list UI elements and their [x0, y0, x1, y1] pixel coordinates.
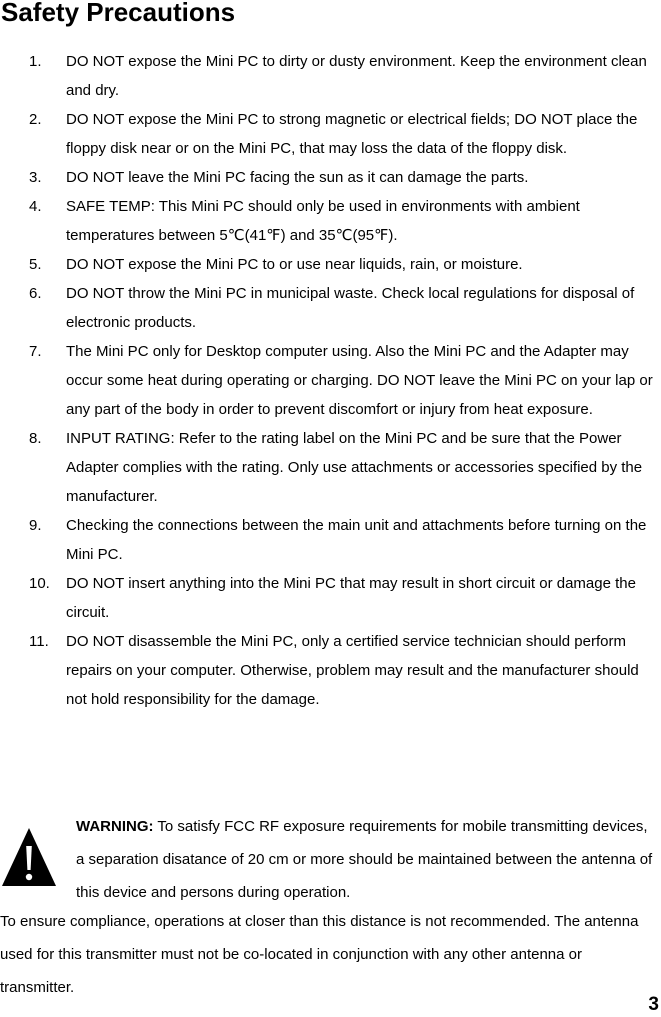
list-item: [0, 627, 661, 714]
list-item: [0, 47, 661, 105]
list-item: [0, 424, 661, 511]
item-text: INPUT RATING: Refer to the rating label on the Mini PC and be sure that the Power Adapter complies with the rating. Only use attachments or accessories specified by the manufacturer.: [66, 430, 643, 505]
item-number: 2.: [29, 111, 42, 128]
item-text: DO NOT throw the Mini PC in municipal waste. Check local regulations for disposal of electronic products.: [66, 285, 635, 331]
list-item: [0, 192, 661, 250]
item-text: Checking the connections between the main unit and attachments before turning on the Mini PC.: [66, 517, 647, 563]
item-number: 9.: [29, 517, 42, 534]
precautions-list: [0, 47, 661, 714]
item-number: 3.: [29, 169, 42, 186]
list-item: [0, 569, 661, 627]
item-number: 11.: [29, 633, 49, 650]
item-number: 1.: [29, 53, 42, 70]
list-item: [0, 105, 661, 163]
list-item: [0, 163, 661, 192]
item-text: DO NOT disassemble the Mini PC, only a certified service technician should perform repairs on your computer. Otherwise, problem may result and the manufacturer should not hold responsibility for the damage.: [66, 633, 639, 708]
page-title: Safety Precautions: [1, 0, 236, 27]
warning-notice: [76, 810, 656, 909]
item-number: 10.: [29, 575, 50, 592]
item-text: DO NOT insert anything into the Mini PC that may result in short circuit or damage the circuit.: [66, 575, 636, 621]
item-text: The Mini PC only for Desktop computer using. Also the Mini PC and the Adapter may occur some heat during operating or charging. DO NOT leave the Mini PC on your lap or any part of the body in order to prevent discomfort or injury from heat exposure.: [66, 343, 653, 418]
list-item: [0, 279, 661, 337]
item-text: DO NOT expose the Mini PC to or use near liquids, rain, or moisture.: [66, 256, 523, 273]
item-number: 8.: [29, 430, 42, 447]
list-item: [0, 250, 661, 279]
item-number: 6.: [29, 285, 42, 302]
list-item: [0, 337, 661, 424]
warning-body: To satisfy FCC RF exposure requirements for mobile transmitting devices, a separation disatance of 20 cm or more should be maintained between the antenna of this device and persons during operation.: [76, 818, 653, 901]
item-number: 7.: [29, 343, 42, 360]
item-number: 4.: [29, 198, 42, 215]
item-text: DO NOT expose the Mini PC to strong magnetic or electrical fields; DO NOT place the floppy disk near or on the Mini PC, that may loss the data of the floppy disk.: [66, 111, 638, 157]
warning-label: WARNING:: [76, 818, 154, 835]
compliance-notice: To ensure compliance, operations at closer than this distance is not recommended. The antenna used for this transmitter must not be co-located in conjunction with any other antenna or transmitter.: [0, 913, 639, 996]
warning-triangle-icon: [0, 826, 58, 888]
item-text: DO NOT expose the Mini PC to dirty or dusty environment. Keep the environment clean and dry.: [66, 53, 647, 99]
item-text: SAFE TEMP: This Mini PC should only be used in environments with ambient temperatures between 5℃(41℉) and 35℃(95℉).: [66, 198, 580, 244]
item-number: 5.: [29, 256, 42, 273]
page-number: 3: [648, 994, 659, 1015]
list-item: [0, 511, 661, 569]
item-text: DO NOT leave the Mini PC facing the sun as it can damage the parts.: [66, 169, 529, 186]
